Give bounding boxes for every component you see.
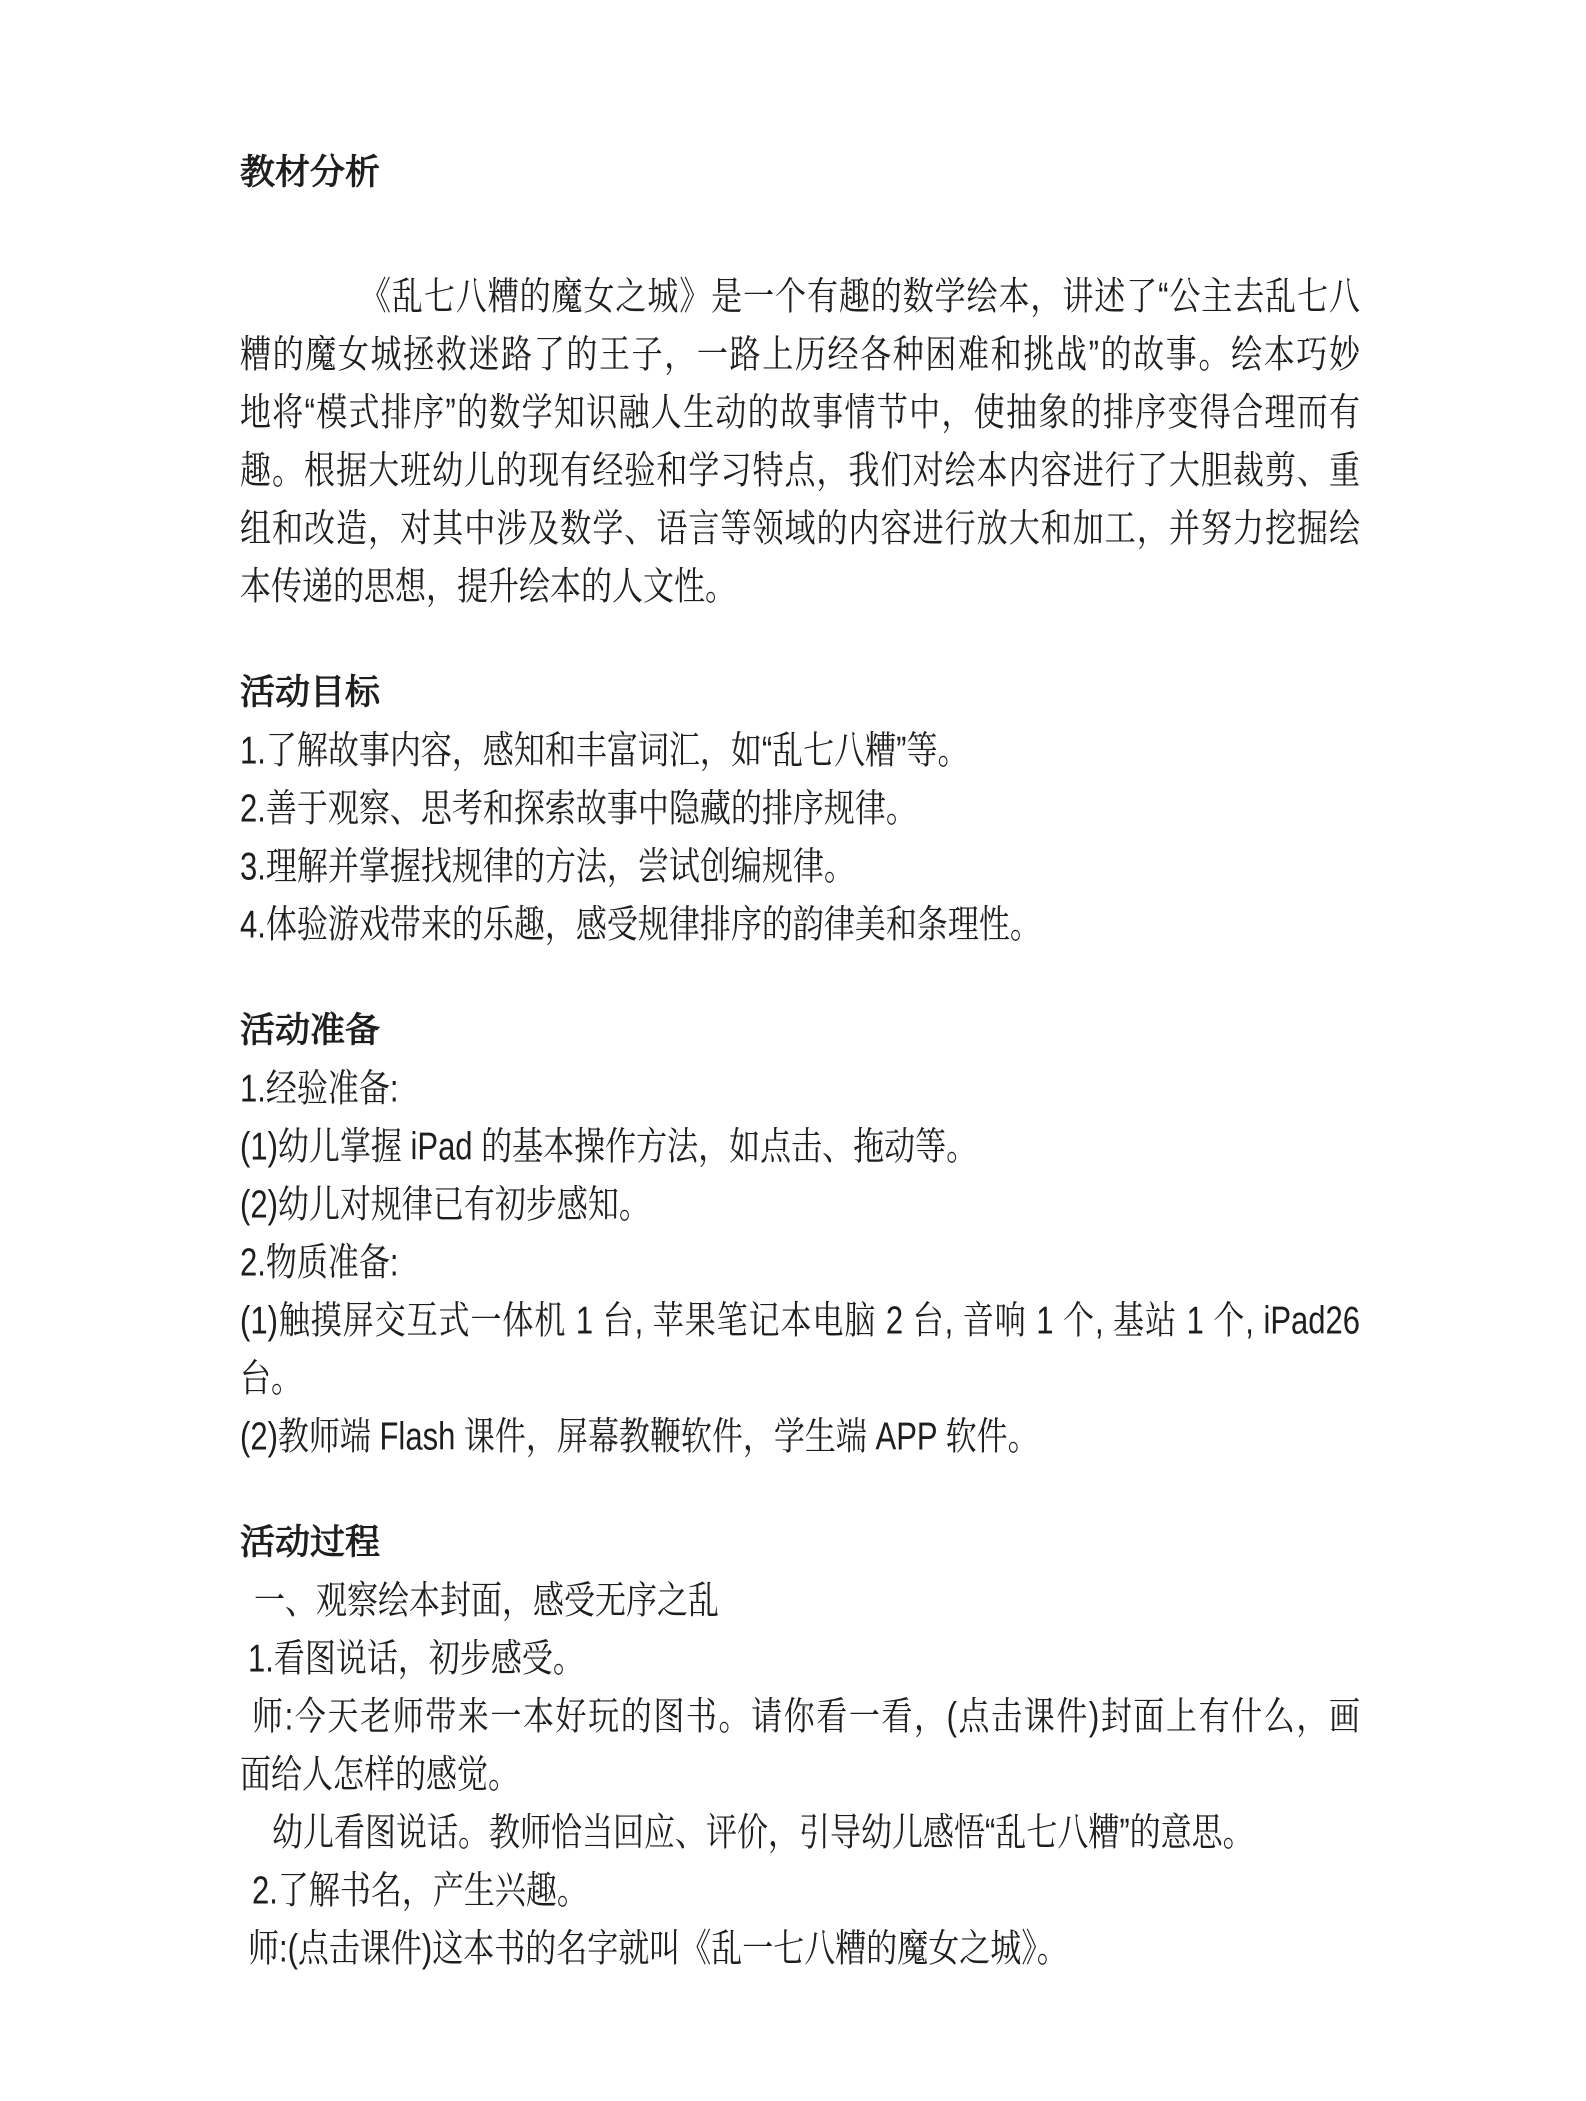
- section-heading-activity-preparation: 活动准备: [240, 1011, 381, 1050]
- text-line: (1)幼儿掌握 iPad 的基本操作方法，如点击、拖动等。: [240, 1124, 978, 1169]
- text-line: 2.善于观察、思考和探索故事中隐藏的排序规律。: [240, 786, 917, 831]
- text-line: 面给人怎样的感觉。: [240, 1752, 519, 1797]
- activity-process-list: [240, 1572, 1360, 1978]
- text-line: 《乱七八糟的魔女之城》是一个有趣的数学绘本，讲述了“公主去乱七八: [360, 274, 1360, 319]
- text-line: 本传递的思想，提升绘本的人文性。: [240, 564, 736, 609]
- text-line: 一、观察绘本封面，感受无序之乱: [254, 1578, 719, 1623]
- text-line: 台。: [240, 1356, 302, 1401]
- text-line: 3.理解并掌握找规律的方法，尝试创编规律。: [240, 844, 855, 889]
- text-line: 4.体验游戏带来的乐趣，感受规律排序的韵律美和条理性。: [240, 902, 1041, 947]
- material-analysis-paragraph: [240, 268, 1360, 616]
- text-line: 1.看图说话，初步感受。: [248, 1636, 584, 1681]
- text-line: (1)触摸屏交互式一体机 1 台, 苹果笔记本电脑 2 台, 音响 1 个, 基站 1 个, iPad26: [240, 1298, 1360, 1343]
- text-line: 趣。根据大班幼儿的现有经验和学习特点，我们对绘本内容进行了大胆裁剪、重: [240, 448, 1360, 493]
- activity-goals-list: [240, 722, 1360, 954]
- text-line: 2.物质准备:: [240, 1240, 399, 1285]
- activity-preparation-list: [240, 1060, 1360, 1466]
- section-heading-activity-goals: 活动目标: [240, 673, 381, 712]
- section-heading-activity-process: 活动过程: [240, 1523, 381, 1562]
- section-heading-material-analysis: 教材分析: [240, 153, 381, 192]
- text-line: 幼儿看图说话。教师恰当回应、评价，引导幼儿感悟“乱七八糟”的意思。: [272, 1810, 1254, 1855]
- text-line: (2)教师端 Flash 课件，屏幕教鞭软件，学生端 APP 软件。: [240, 1414, 1039, 1459]
- text-line: 1.经验准备:: [240, 1066, 399, 1111]
- text-line: 师:今天老师带来一本好玩的图书。请你看一看，(点击课件)封面上有什么，画: [252, 1694, 1360, 1739]
- text-line: 地将“模式排序”的数学知识融人生动的故事情节中，使抽象的排序变得合理而有: [240, 390, 1360, 435]
- text-line: 师:(点击课件)这本书的名字就叫《乱一七八糟的魔女之城》。: [248, 1926, 1068, 1971]
- text-line: (2)幼儿对规律已有初步感知。: [240, 1182, 650, 1227]
- text-line: 组和改造，对其中涉及数学、语言等领域的内容进行放大和加工，并努力挖掘绘: [240, 506, 1360, 551]
- text-line: 2.了解书名，产生兴趣。: [252, 1868, 588, 1913]
- text-line: 糟的魔女城拯救迷路了的王子，一路上历经各种困难和挑战”的故事。绘本巧妙: [240, 332, 1360, 377]
- text-line: 1.了解故事内容，感知和丰富词汇，如“乱七八糟”等。: [240, 728, 969, 773]
